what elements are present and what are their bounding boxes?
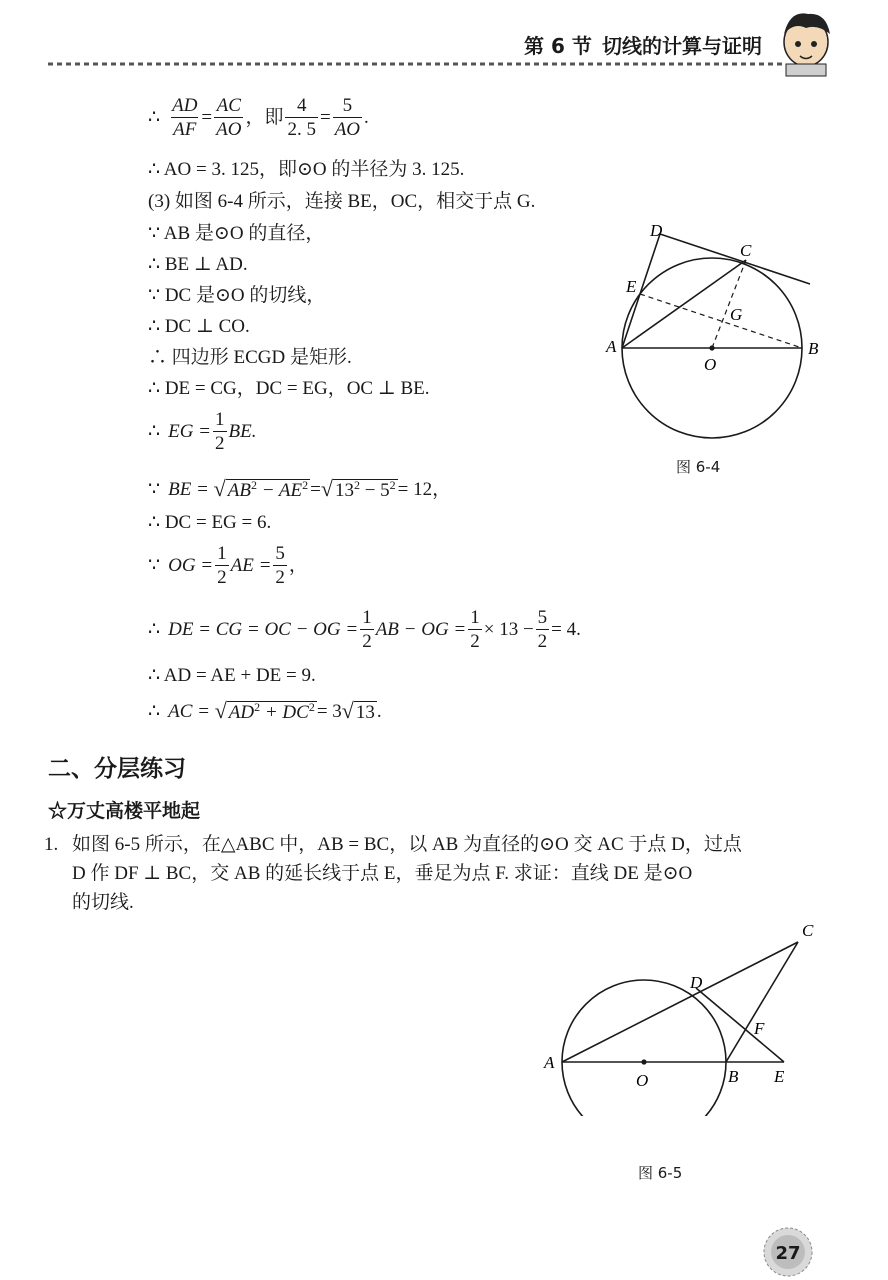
fig1-label-e: E: [626, 277, 637, 296]
fig2-label-o: O: [636, 1071, 649, 1090]
header-decoration: [0, 0, 888, 90]
fig1-label-b: B: [808, 339, 819, 358]
proof-line-13: ∵ OG = $\frac{1}{2}$ AE = $\frac{5}{2}$ ，: [148, 543, 308, 588]
problem-number: 1.: [44, 834, 59, 855]
fig2-label-e: E: [774, 1067, 785, 1086]
proof-line-9: ∴ DE = CG，DC = EG，OC ⊥ BE.: [148, 378, 430, 399]
problem-line-3: 的切线.: [72, 892, 134, 913]
proof-line-5: ∴ BE ⊥ AD.: [148, 254, 248, 275]
fig1-label-o: O: [704, 355, 717, 374]
fig1-label-c: C: [740, 241, 752, 260]
section-title: 二、分层练习: [48, 756, 186, 782]
fig2-circle: [562, 980, 726, 1116]
proof-line-1: ∴ $\frac{AD}{AF}$ = $\frac{AC}{AO}$ ，即 $\frac{4}{2. 5}$ = $\frac{5}{AO}$ .: [148, 95, 369, 140]
page-number-badge: [758, 1226, 818, 1278]
fig1-label-g: G: [730, 305, 743, 324]
fig1-caption: 图 6-4: [676, 458, 721, 476]
fig2-label-b: B: [728, 1067, 739, 1086]
fig2-label-a: A: [544, 1053, 555, 1072]
problem-line-1: 如图 6-5 所示，在△ABC 中，AB = BC，以 AB 为直径的⊙O 交 AC 于点 D，过点: [72, 834, 742, 855]
header-title: 切线的计算与证明: [602, 34, 762, 58]
proof-line-11: ∵ BE = √ $AB^2 - AE^2$ = √ $13^2 - 5^2$ = 12，: [148, 476, 452, 501]
proof-line-3: (3) 如图 6-4 所示，连接 BE，OC，相交于点 G.: [148, 191, 536, 212]
proof-line-12: ∴ DC = EG = 6.: [148, 512, 272, 533]
fig1-label-d: D: [650, 221, 663, 240]
sub-title: ☆万丈高楼平地起: [48, 800, 201, 822]
mascot-boy-icon: [784, 13, 830, 76]
proof-line-6: ∵ DC 是⊙O 的切线，: [148, 285, 326, 306]
proof-line-2: ∴ AO = 3. 125，即⊙O 的半径为 3. 125.: [148, 159, 465, 180]
fig1-dashed-oc: [712, 260, 746, 348]
fig1-line-ac: [622, 260, 746, 348]
problem-line-2: D 作 DF ⊥ BC，交 AB 的延长线于点 E，垂足为点 F. 求证：直线 DE 是⊙O: [72, 863, 693, 884]
proof-line-7: ∴ DC ⊥ CO.: [148, 316, 250, 337]
fig2-line-de: [696, 988, 784, 1062]
fig2-label-c: C: [802, 921, 814, 940]
proof-line-15: ∴ AD = AE + DE = 9.: [148, 665, 316, 686]
page-number: 27: [775, 1243, 801, 1264]
figure-6-5: [530, 916, 830, 1116]
fig1-center-dot: [709, 345, 714, 350]
proof-line-10: ∴ EG = $\frac{1}{2}$ BE.: [148, 409, 257, 454]
fig1-label-a: A: [606, 337, 617, 356]
fig1-dashed-be: [640, 294, 802, 348]
header-section: 第 6 节: [524, 34, 592, 58]
fig2-label-f: F: [754, 1019, 765, 1038]
fig2-center-dot: [641, 1059, 646, 1064]
proof-line-14: ∴ DE = CG = OC − OG = $\frac{1}{2}$ AB − OG = $\frac{1}{2}$ × 13 − $\frac{5}{2}$ = 4.: [148, 607, 581, 652]
figure-6-4: [600, 218, 840, 478]
proof-line-4: ∵ AB 是⊙O 的直径，: [148, 223, 325, 244]
fig2-caption: 图 6-5: [638, 1164, 683, 1182]
proof-line-8: ∴ 四边形 ECGD 是矩形.: [148, 347, 352, 368]
proof-line-16: ∴ AC = √ $AD^2 + DC^2$ = 3 √ 13 .: [148, 698, 382, 723]
fig1-tangent-dc: [660, 234, 810, 284]
fig2-label-d: D: [690, 973, 703, 992]
